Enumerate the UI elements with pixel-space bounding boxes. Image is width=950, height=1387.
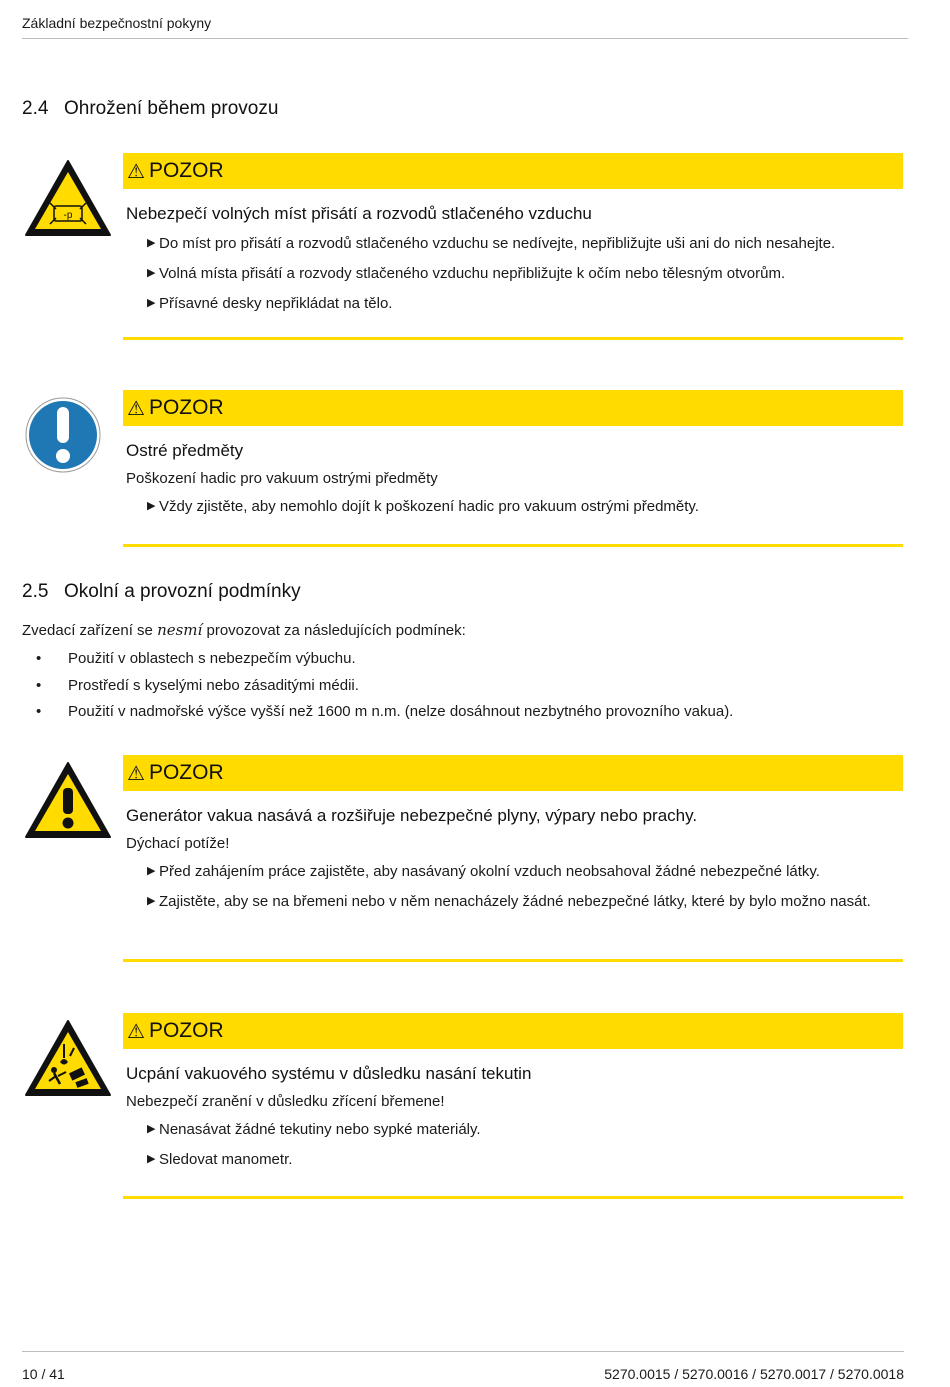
warning-end-rule	[123, 959, 903, 962]
arrow-right-icon: ▶	[147, 297, 156, 309]
warning-end-rule	[123, 1196, 903, 1199]
action-item: ▶ Do míst pro přisátí a rozvodů stlačeného vzduchu se nedívejte, nepřibližujte uši ani do nich nesahejte.	[147, 235, 836, 252]
warning-actions	[123, 1119, 903, 1170]
warning-subtitle: Poškození hadic pro vakuum ostrými předměty	[126, 470, 438, 487]
section-title: Okolní a provozní podmínky	[64, 581, 301, 602]
warning-subtitle: Dýchací potíže!	[126, 835, 230, 852]
warning-triangle-icon: ⚠	[127, 762, 145, 785]
list-item: • Použití v oblastech s nebezpečím výbuchu.	[36, 650, 356, 667]
section-title: Ohrožení během provozu	[64, 98, 279, 119]
warning-subtitle: Nebezpečí zranění v důsledku zřícení břemene!	[126, 1093, 445, 1110]
bullet-icon: •	[36, 650, 42, 667]
warning-box-1	[123, 153, 903, 314]
action-item: ▶ Sledovat manometr.	[147, 1151, 293, 1168]
warning-label: POZOR	[148, 396, 224, 419]
warning-box-2	[123, 390, 903, 517]
bullet-icon: •	[36, 676, 42, 694]
warning-title: Ucpání vakuového systému v důsledku nasání tekutin	[126, 1064, 532, 1083]
warning-end-rule	[123, 544, 903, 547]
action-item: ▶ Zajistěte, aby se na břemeni nebo v něm nenacházely žádné nebezpečné látky, které by bylo možno nasát.	[147, 893, 871, 910]
warning-actions	[123, 496, 903, 517]
section-number: 2.5	[22, 581, 49, 602]
arrow-right-icon: ▶	[147, 500, 156, 512]
document-number: 5270.0015 / 5270.0016 / 5270.0017 / 5270.0018	[604, 1366, 904, 1382]
section-heading-2-5	[22, 581, 301, 603]
warning-triangle-icon: ⚠	[127, 160, 145, 183]
falling-load-warning-icon	[24, 1018, 112, 1098]
conditions-intro: Zvedací zařízení se nesmí provozovat za následujících podmínek:	[22, 621, 466, 639]
arrow-right-icon: ▶	[147, 237, 156, 249]
general-warning-icon	[24, 760, 112, 840]
action-item: ▶ Vždy zjistěte, aby nemohlo dojít k poškození hadic pro vakuum ostrými předměty.	[147, 498, 699, 515]
arrow-right-icon: ▶	[147, 865, 156, 877]
section-heading-2-4	[22, 98, 278, 120]
page-header: Základní bezpečnostní pokyny	[22, 15, 908, 39]
warning-label: POZOR	[148, 1019, 224, 1042]
page-number: 10 / 41	[22, 1366, 65, 1382]
list-item: • Prostředí s kyselými nebo zásaditými médii.	[36, 676, 359, 694]
warning-triangle-icon: ⚠	[127, 1020, 145, 1043]
arrow-right-icon: ▶	[147, 1153, 156, 1165]
warning-header	[123, 390, 903, 426]
warning-title: Ostré předměty	[126, 441, 244, 460]
vacuum-suction-warning-icon	[24, 158, 112, 238]
action-item: ▶ Přísavné desky nepřikládat na tělo.	[147, 295, 393, 312]
arrow-right-icon: ▶	[147, 1123, 156, 1135]
warning-header	[123, 755, 903, 791]
warning-actions	[123, 233, 903, 314]
warning-label: POZOR	[148, 159, 224, 182]
warning-title: Nebezpečí volných míst přisátí a rozvodů stlačeného vzduchu	[126, 204, 592, 223]
section-number: 2.4	[22, 98, 49, 119]
action-item: ▶ Nenasávat žádné tekutiny nebo sypké materiály.	[147, 1121, 481, 1138]
warning-title: Generátor vakua nasává a rozšiřuje nebezpečné plyny, výpary nebo prachy.	[126, 806, 698, 825]
action-item: ▶ Volná místa přisátí a rozvody stlačeného vzduchu nepřibližujte k očím nebo tělesným otvorům.	[147, 265, 786, 282]
warning-triangle-icon: ⚠	[127, 397, 145, 420]
warning-header	[123, 1013, 903, 1049]
page-footer	[22, 1351, 904, 1382]
list-item: • Použití v nadmořské výšce vyšší než 1600 m n.m. (nelze dosáhnout nezbytného provozního vakua).	[36, 703, 734, 720]
emphasis-text: nesmí	[157, 621, 203, 639]
warning-box-3	[123, 755, 903, 912]
arrow-right-icon: ▶	[147, 267, 156, 279]
action-item: ▶ Před zahájením práce zajistěte, aby nasávaný okolní vzduch neobsahoval žádné nebezpečné látky.	[147, 863, 820, 880]
conditions-list	[22, 650, 733, 730]
icon-label: -p	[63, 210, 73, 221]
arrow-right-icon: ▶	[147, 895, 156, 907]
bullet-icon: •	[36, 703, 42, 720]
warning-header	[123, 153, 903, 189]
warning-actions	[123, 861, 903, 912]
mandatory-exclamation-icon	[25, 395, 113, 475]
warning-label: POZOR	[148, 761, 224, 784]
warning-box-4	[123, 1013, 903, 1170]
warning-end-rule	[123, 337, 903, 340]
